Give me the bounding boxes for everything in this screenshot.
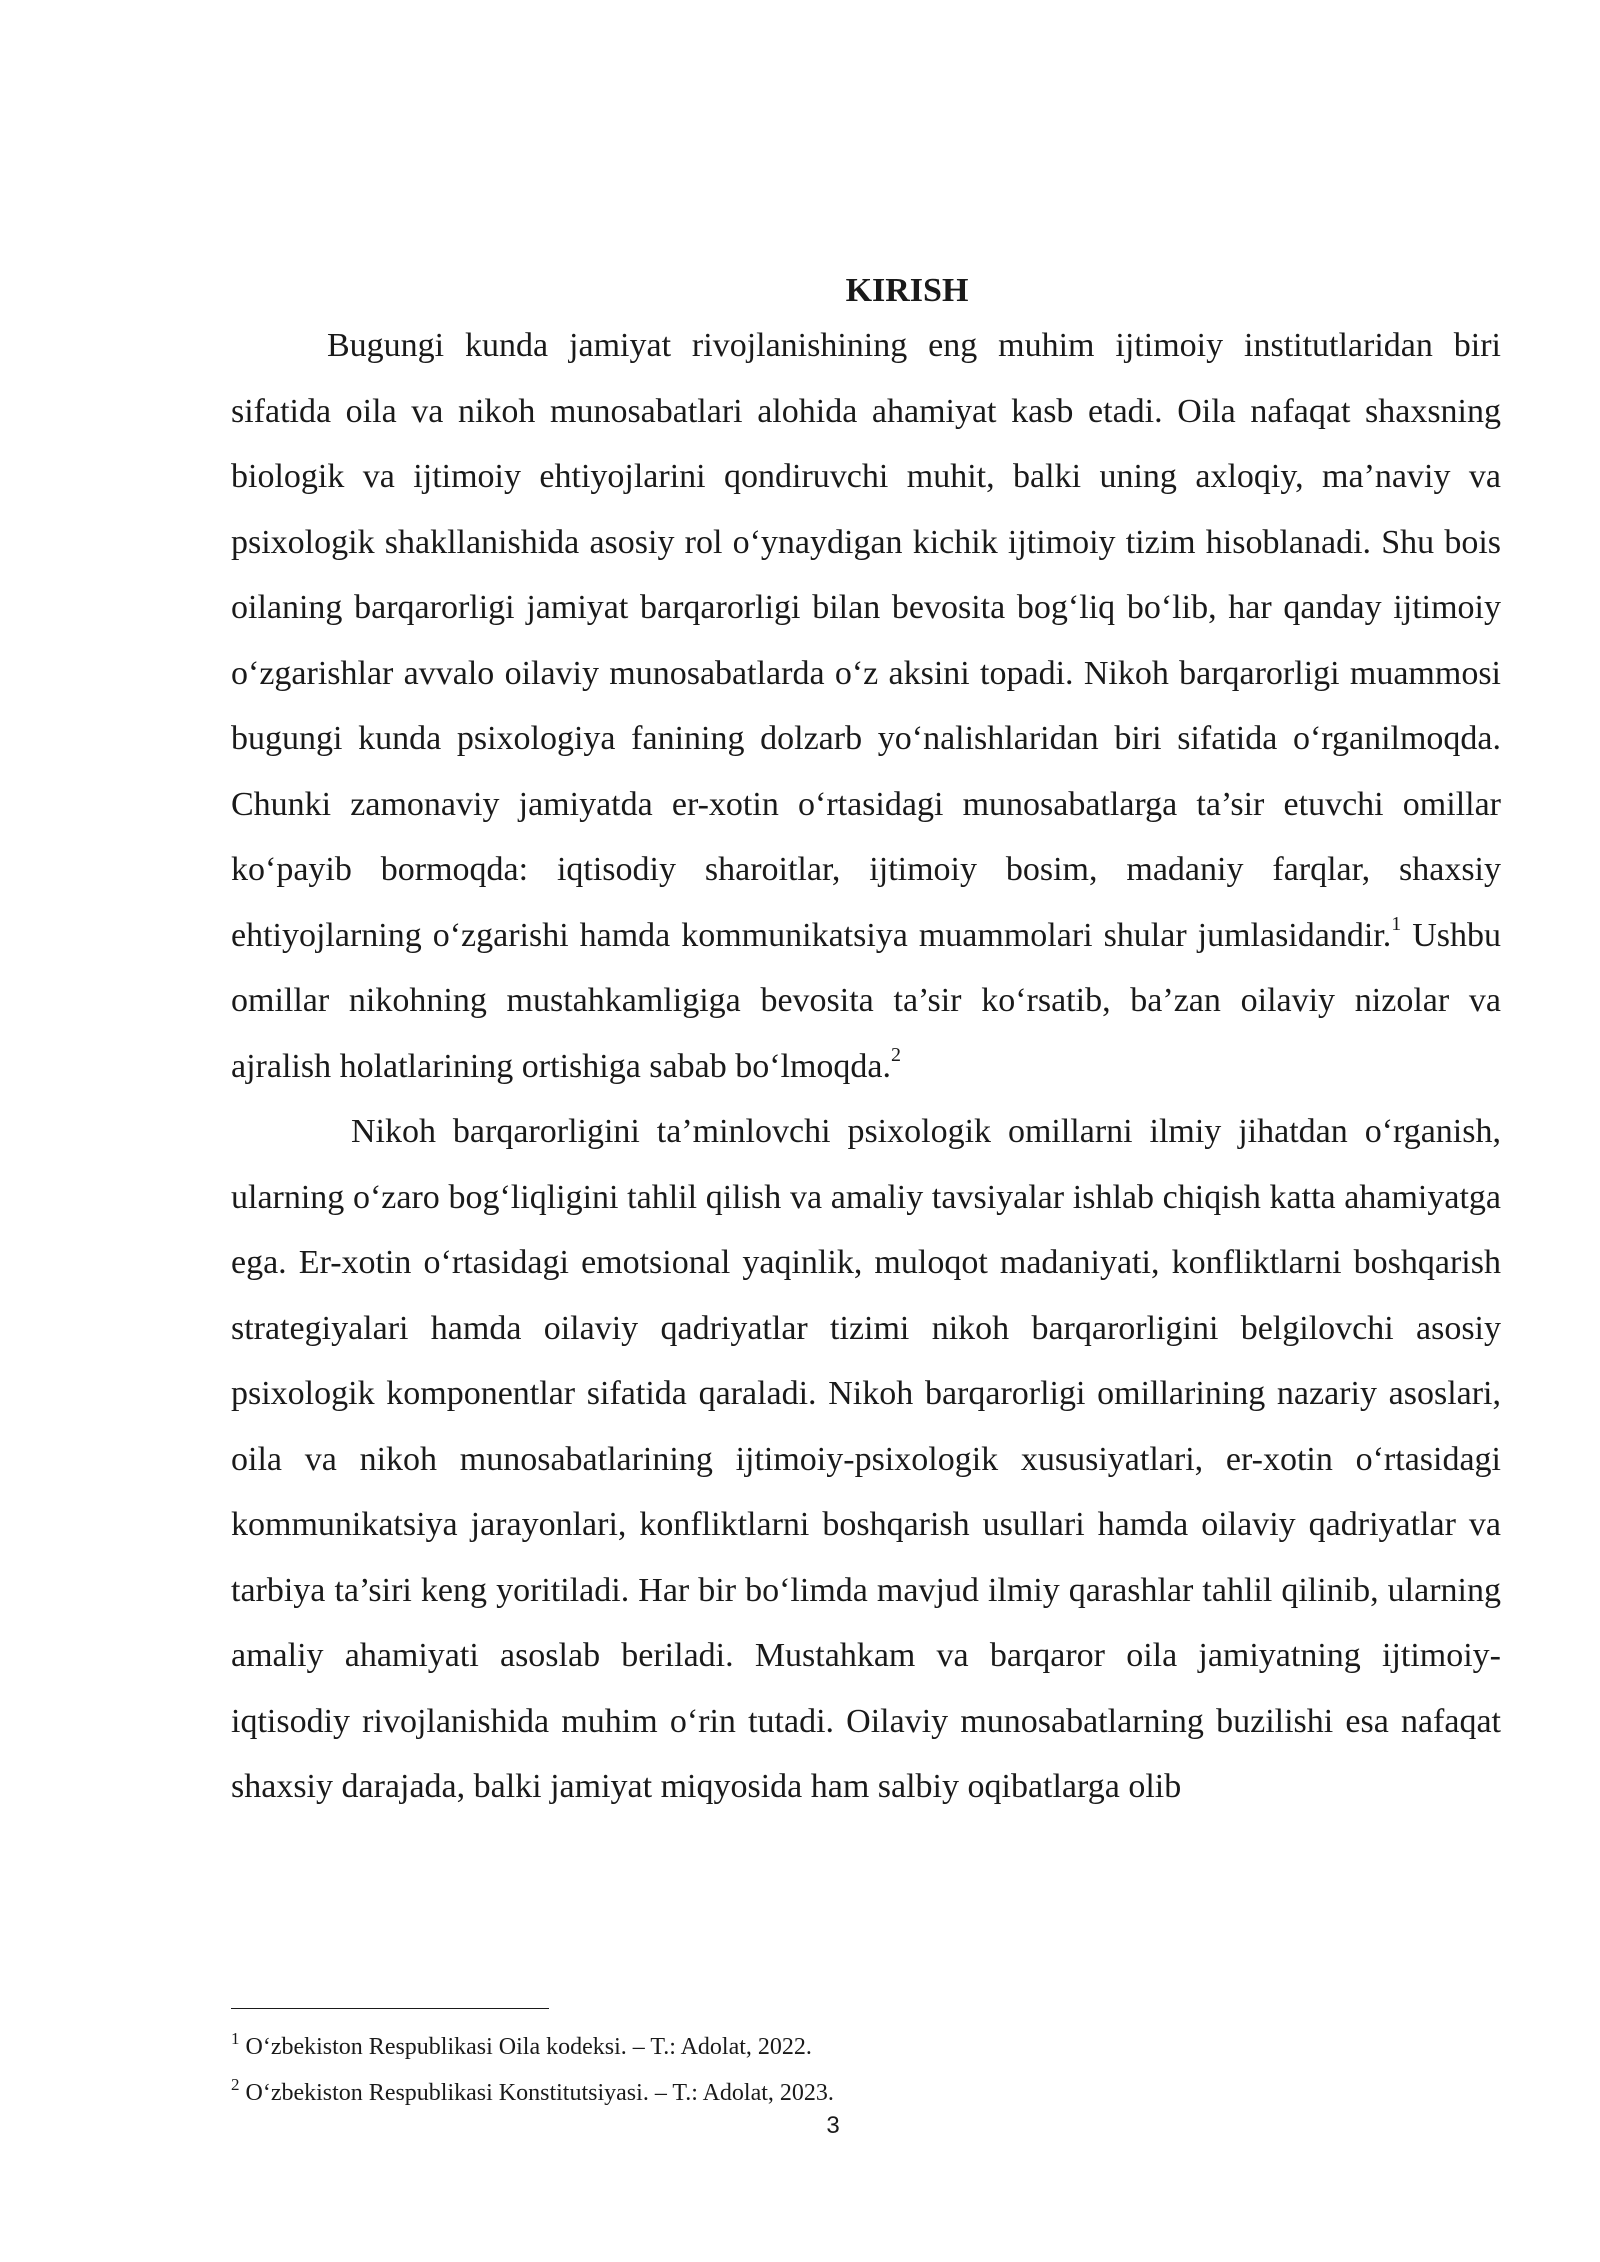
paragraph [231, 313, 1501, 1099]
page-number: 3 [826, 2112, 840, 2139]
footnote [231, 2024, 1501, 2070]
paragraph-text: Ushbu omillar nikohning mustahkamligiga bevosita ta’sir ko‘rsatib, ba’zan oilaviy nizolar va ajralish holatlarining ortishiga sabab bo‘lmoqda. [231, 916, 1501, 1085]
footnote-text: O‘zbekiston Respublikasi Oila kodeksi. – T.: Adolat, 2022. [239, 2034, 812, 2060]
footnote-ref[interactable]: 2 [891, 1043, 902, 1066]
footnote-ref[interactable]: 1 [1391, 912, 1402, 935]
footnotes [231, 2024, 1501, 2116]
footnote [231, 2070, 1501, 2116]
footnote-text: O‘zbekiston Respublikasi Konstitutsiyasi. – T.: Adolat, 2023. [239, 2080, 834, 2106]
page-title: KIRISH [845, 272, 969, 309]
body-text [231, 313, 1501, 1820]
footnote-mark: 2 [231, 2075, 240, 2094]
footnote-mark: 1 [231, 2029, 240, 2048]
paragraph: Nikoh barqarorligini ta’minlovchi psixologik omillarni ilmiy jihatdan o‘rganish, ularning o‘zaro bog‘liqligini tahlil qilish va amaliy tavsiyalar ishlab chiqish katta ahamiyatga ega. Er-xotin o‘rtasidagi emotsional yaqinlik, muloqot madaniyati, konfliktlarni boshqarish strategiyalari hamda oilaviy qadriyatlar tizimi nikoh barqarorligini belgilovchi asosiy psixologik komponentlar sifatida qaraladi. Nikoh barqarorligi omillarining nazariy asoslari, oila va nikoh munosabatlarining ijtimoiy-psixologik xususiyatlari, er-xotin o‘rtasidagi kommunikatsiya jarayonlari, konfliktlarni boshqarish usullari hamda oilaviy qadriyatlar va tarbiya ta’siri keng yoritiladi. Har bir bo‘limda mavjud ilmiy qarashlar tahlil qilinib, ularning amaliy ahamiyati asoslab beriladi. Mustahkam va barqaror oila jamiyatning ijtimoiy-iqtisodiy rivojlanishida muhim o‘rin tutadi. Oilaviy munosabatlarning buzilishi esa nafaqat shaxsiy darajada, balki jamiyat miqyosida ham salbiy oqibatlarga olib [231, 1113, 1501, 1805]
footnote-separator [231, 2008, 549, 2009]
paragraph-text: Bugungi kunda jamiyat rivojlanishining eng muhim ijtimoiy institutlaridan biri sifatida oila va nikoh munosabatlari alohida ahamiyat kasb etadi. Oila nafaqat shaxsning biologik va ijtimoiy ehtiyojlarini qondiruvchi muhit, balki uning axloqiy, ma’naviy va psixologik shakllanishida asosiy rol o‘ynaydigan kichik ijtimoiy tizim hisoblanadi. Shu bois oilaning barqarorligi jamiyat barqarorligi bilan bevosita bog‘liq bo‘lib, har qanday ijtimoiy o‘zgarishlar avvalo oilaviy munosabatlarda o‘z aksini topadi. Nikoh barqarorligi muammosi bugungi kunda psixologiya fanining dolzarb yo‘nalishlaridan biri sifatida o‘rganilmoqda. Chunki zamonaviy jamiyatda er-xotin o‘rtasidagi munosabatlarga ta’sir etuvchi omillar ko‘payib bormoqda: iqtisodiy sharoitlar, ijtimoiy bosim, madaniy farqlar, shaxsiy ehtiyojlarning o‘zgarishi hamda kommunikatsiya muammolari shular jumlasidandir. [231, 327, 1501, 954]
